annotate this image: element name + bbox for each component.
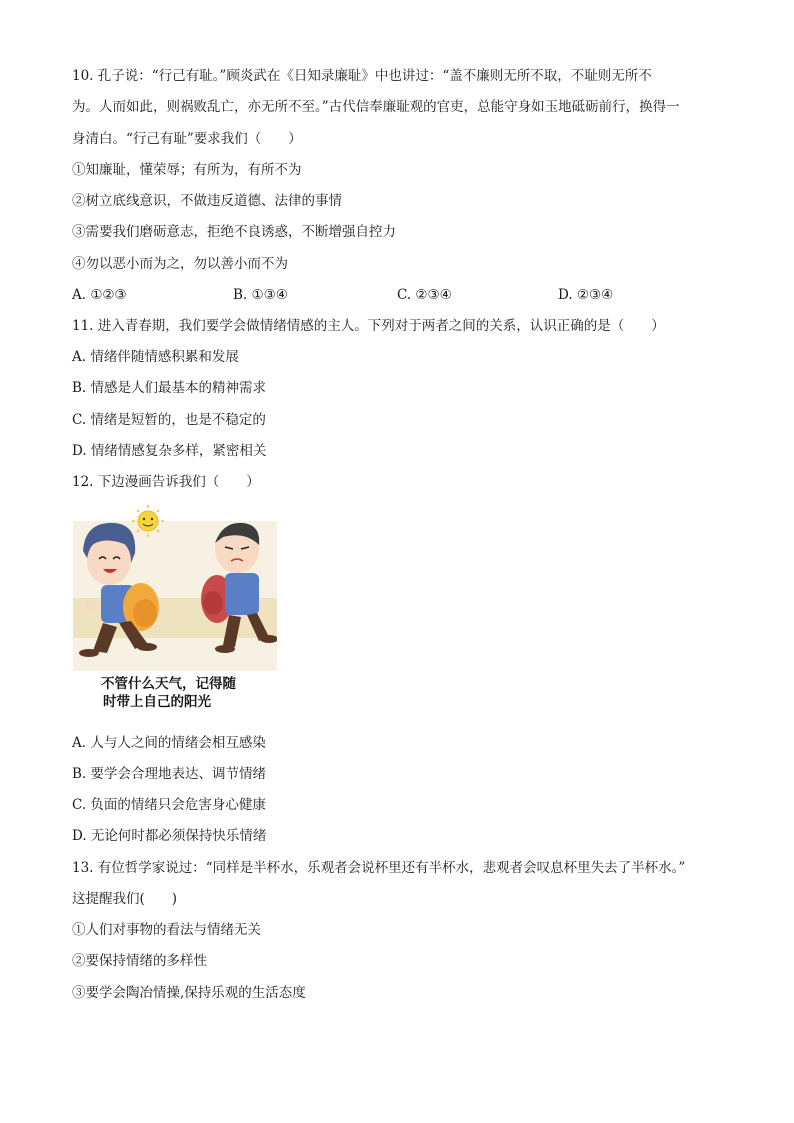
q10-item-1: ①知廉耻，懂荣辱；有所为，有所不为 [72, 162, 302, 178]
q10-stem-line-1: 10. 孔子说：“行己有耻。”顾炎武在《日知录廉耻》中也讲过：“盖不廉则无所不取，不耻则无所不 [72, 68, 652, 84]
q11-option-d: D. 情绪情感复杂多样，紧密相关 [72, 443, 267, 459]
q10-option-d: D. ②③④ [558, 287, 614, 303]
q10-option-c: C. ②③④ [397, 287, 452, 303]
q12-stem: 12. 下边漫画告诉我们（ ） [72, 474, 260, 490]
q13-stem-line-2: 这提醒我们( ) [72, 891, 178, 907]
q10-item-4: ④勿以恶小而为之，勿以善小而不为 [72, 256, 288, 272]
q12-option-a: A. 人与人之间的情绪会相互感染 [72, 735, 266, 751]
q12-option-c: C. 负面的情绪只会危害身心健康 [72, 797, 266, 813]
q13-item-2: ②要保持情绪的多样性 [72, 953, 207, 969]
q10-item-3: ③需要我们磨砺意志，拒绝不良诱惑，不断增强自控力 [72, 224, 396, 240]
q11-option-b: B. 情感是人们最基本的精神需求 [72, 380, 267, 396]
cartoon-illustration [73, 503, 277, 673]
q13-item-3: ③要学会陶冶情操,保持乐观的生活态度 [72, 985, 306, 1001]
q11-option-a: A. 情绪伴随情感积累和发展 [72, 349, 239, 365]
q13-item-1: ①人们对事物的看法与情绪无关 [72, 922, 261, 938]
q10-stem-line-3: 身清白。“行己有耻”要求我们（ ） [72, 131, 302, 147]
q11-stem: 11. 进入青春期，我们要学会做情绪情感的主人。下列对于两者之间的关系，认识正确的是（ ） [72, 318, 665, 334]
q10-option-b: B. ①③④ [233, 287, 288, 303]
q10-stem-line-2: 为。人而如此，则祸败乱亡，亦无所不至。”古代信奉廉耻观的官吏，总能守身如玉地砥砺前行，换得一 [72, 99, 680, 115]
q12-option-b: B. 要学会合理地表达、调节情绪 [72, 766, 267, 782]
cartoon-caption-line-2: 时带上自己的阳光 [103, 694, 211, 710]
q13-stem-line-1: 13. 有位哲学家说过：“同样是半杯水，乐观者会说杯里还有半杯水，悲观者会叹息杯里失去了半杯水。” [72, 860, 686, 876]
q10-item-2: ②树立底线意识，不做违反道德、法律的事情 [72, 193, 342, 209]
q12-option-d: D. 无论何时都必须保持快乐情绪 [72, 828, 267, 844]
q11-option-c: C. 情绪是短暂的，也是不稳定的 [72, 412, 266, 428]
q10-option-a: A. ①②③ [72, 287, 127, 303]
cartoon-caption-line-1: 不管什么天气，记得随 [101, 676, 236, 692]
